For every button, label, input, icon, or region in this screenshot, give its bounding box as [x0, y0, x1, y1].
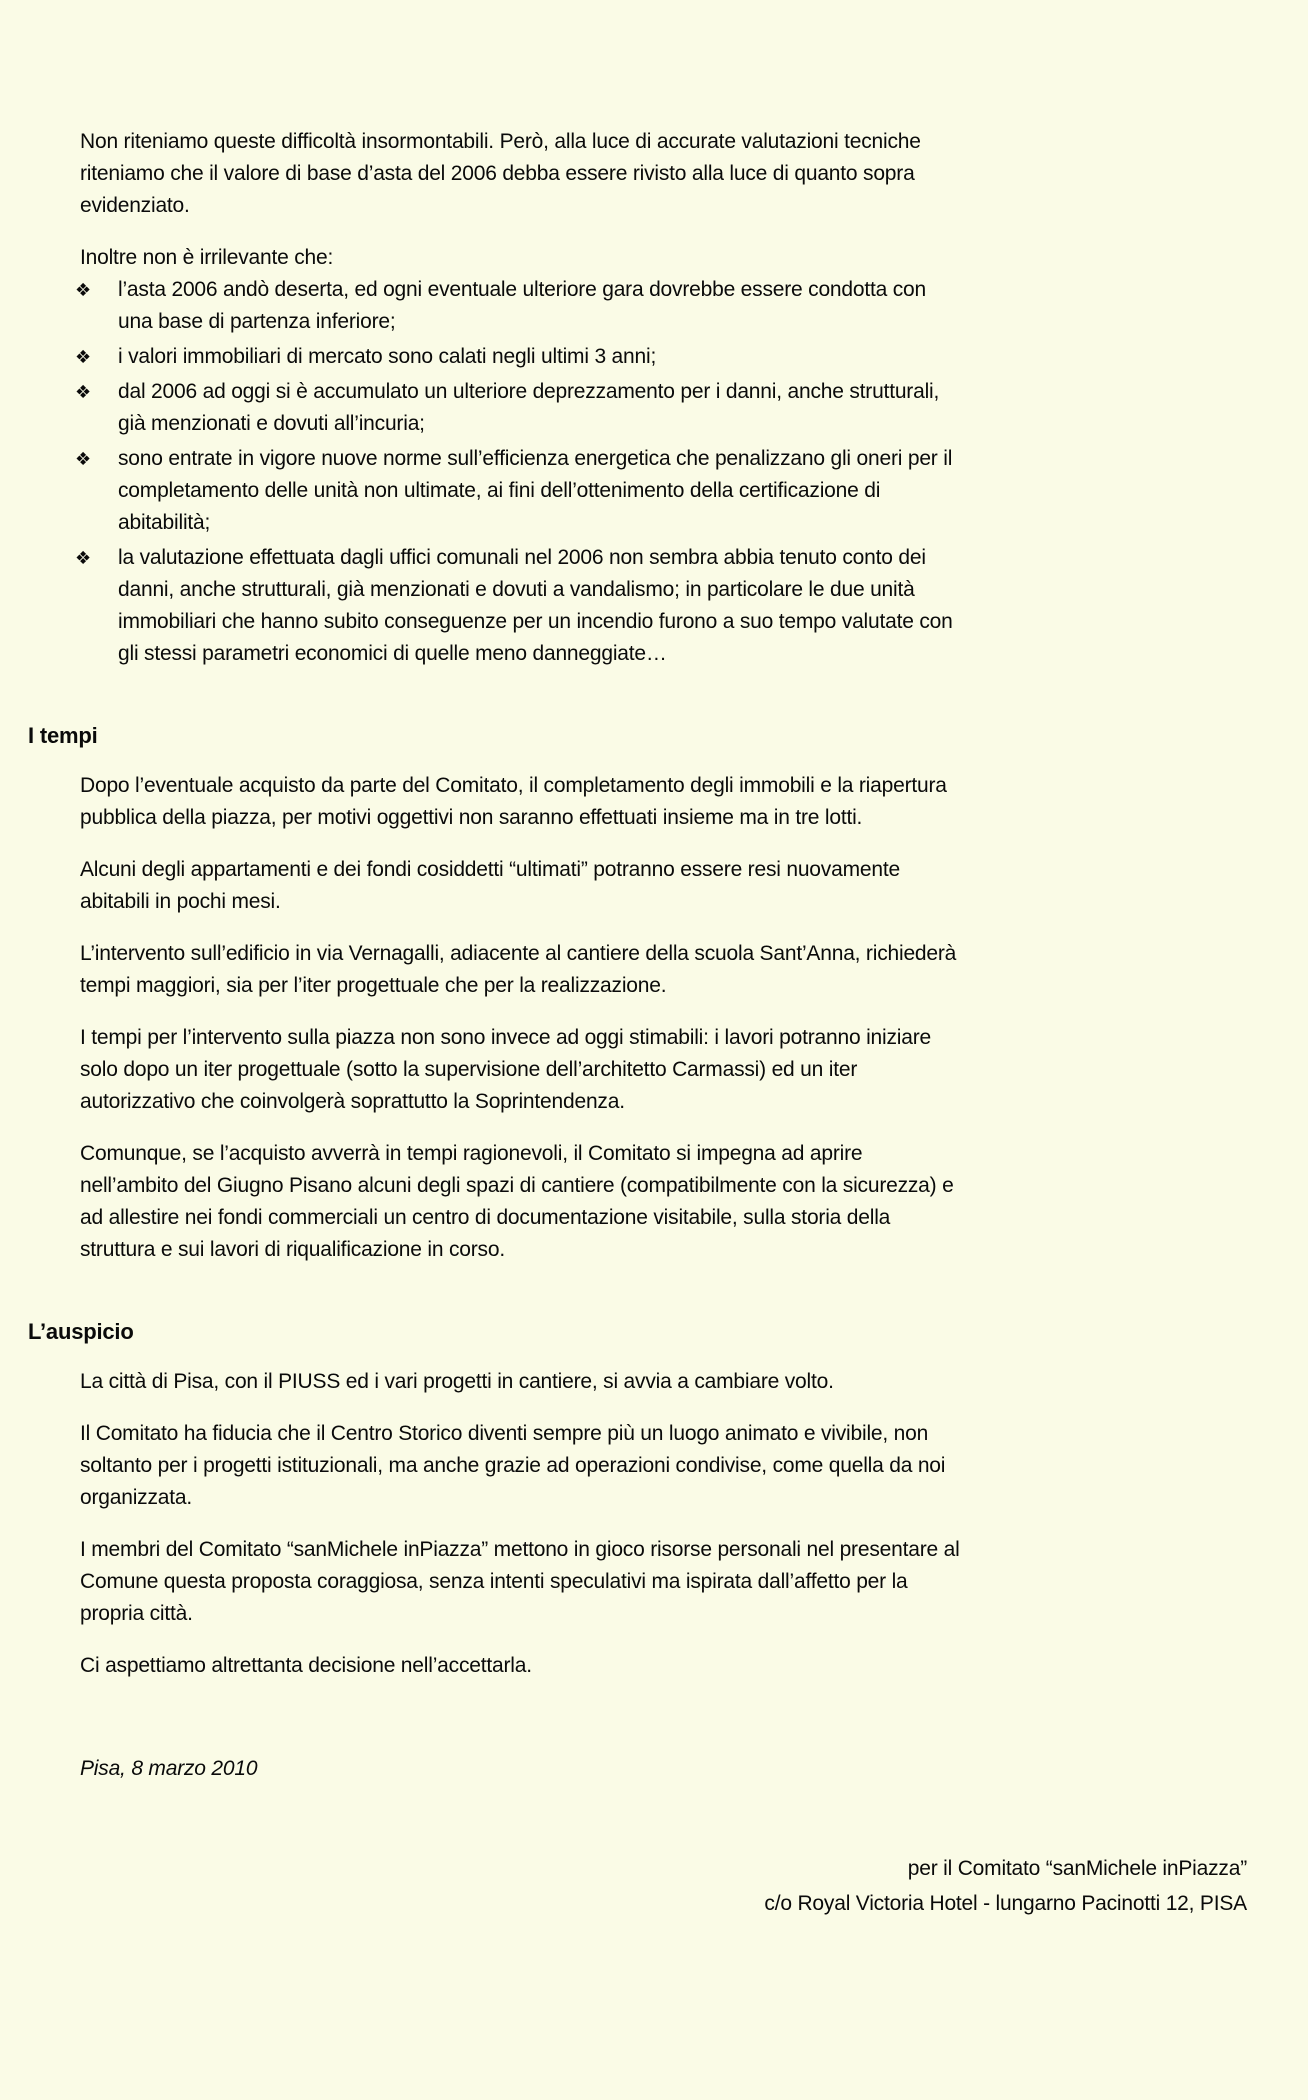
paragraph: I membri del Comitato “sanMichele inPiazza” mettono in gioco risorse personali nel presentare al Comune questa proposta coraggiosa, senza intenti speculativi ma ispirata dall’affetto per la propria città. — [80, 1538, 960, 1625]
bullet-text: sono entrate in vigore nuove norme sull’efficienza energetica che penalizzano gli oneri per il completamento delle unità non ultimate, ai fini dell’ottenimento della certificazione di abitabilità; — [118, 447, 953, 534]
signature-line-committee: per il Comitato “sanMichele inPiazza” — [907, 1857, 1247, 1880]
bullet-text: l’asta 2006 andò deserta, ed ogni eventuale ulteriore gara dovrebbe essere condotta con una base di partenza inferiore; — [118, 278, 927, 333]
paragraph: Alcuni degli appartamenti e dei fondi cosiddetti “ultimati” potranno essere resi nuovamente abitabili in pochi mesi. — [80, 858, 900, 913]
section-heading-tempi: I tempi — [28, 723, 98, 748]
paragraph: Ci aspettiamo altrettanta decisione nell’accettarla. — [80, 1654, 532, 1677]
paragraph: La città di Pisa, con il PIUSS ed i vari progetti in cantiere, si avvia a cambiare volto. — [80, 1370, 834, 1393]
list-item — [75, 443, 965, 539]
paragraph: L’intervento sull’edificio in via Vernagalli, adiacente al cantiere della scuola Sant’Anna, richiederà tempi maggiori, sia per l’iter progettuale che per la realizzazione. — [80, 942, 957, 997]
date-line: Pisa, 8 marzo 2010 — [80, 1757, 258, 1780]
bullet-text: dal 2006 ad oggi si è accumulato un ulteriore deprezzamento per i danni, anche strutturali, già menzionati e dovuti all’incuria; — [118, 380, 940, 435]
intro-paragraph-1: Non riteniamo queste difficoltà insormontabili. Però, alla luce di accurate valutazioni tecniche riteniamo che il valore di base d’asta del 2006 debba essere rivisto alla luce di quanto sopra evidenziato. — [80, 130, 921, 217]
list-item — [75, 341, 965, 373]
signature-line-address: c/o Royal Victoria Hotel - lungarno Pacinotti 12, PISA — [764, 1892, 1247, 1915]
list-item — [75, 376, 965, 440]
diamond-bullet-icon: ❖ — [75, 548, 91, 568]
list-item — [75, 542, 965, 670]
paragraph: Dopo l’eventuale acquisto da parte del Comitato, il completamento degli immobili e la riapertura pubblica della piazza, per motivi oggettivi non saranno effettuati insieme ma in tre lotti. — [80, 774, 947, 829]
signature-block — [28, 1851, 1247, 1921]
list-item — [75, 274, 965, 338]
diamond-bullet-icon: ❖ — [75, 382, 91, 402]
bullet-list — [75, 274, 965, 670]
paragraph: I tempi per l’intervento sulla piazza non sono invece ad oggi stimabili: i lavori potranno iniziare solo dopo un iter progettuale (sotto la supervisione dell’architetto Carmassi) ed un iter autorizzativo che coinvolgerà soprattutto la Soprintendenza. — [80, 1026, 932, 1113]
bullet-text: la valutazione effettuata dagli uffici comunali nel 2006 non sembra abbia tenuto conto dei danni, anche strutturali, già menzionati e dovuti a vandalismo; in particolare le due unità immobiliari che hanno subito conseguenze per un incendio furono a suo tempo valutate con gli stessi parametri economici di quelle meno danneggiate… — [118, 546, 953, 665]
bullet-text: i valori immobiliari di mercato sono calati negli ultimi 3 anni; — [118, 345, 657, 368]
diamond-bullet-icon: ❖ — [75, 347, 91, 367]
paragraph: Comunque, se l’acquisto avverrà in tempi ragionevoli, il Comitato si impegna ad aprire nell’ambito del Giugno Pisano alcuni degli spazi di cantiere (compatibilmente con la sicurezza) e ad allestire nei fondi commerciali un centro di documentazione visitabile, sulla storia della struttura e sui lavori di riqualificazione in corso. — [80, 1142, 954, 1261]
paragraph: Il Comitato ha fiducia che il Centro Storico diventi sempre più un luogo animato e vivibile, non soltanto per i progetti istituzionali, ma anche grazie ad operazioni condivise, come quella da noi organizzata. — [80, 1422, 946, 1509]
section-heading-auspicio: L’auspicio — [28, 1319, 134, 1344]
diamond-bullet-icon: ❖ — [75, 449, 91, 469]
intro-paragraph-2: Inoltre non è irrilevante che: — [80, 246, 334, 269]
diamond-bullet-icon: ❖ — [75, 280, 91, 300]
